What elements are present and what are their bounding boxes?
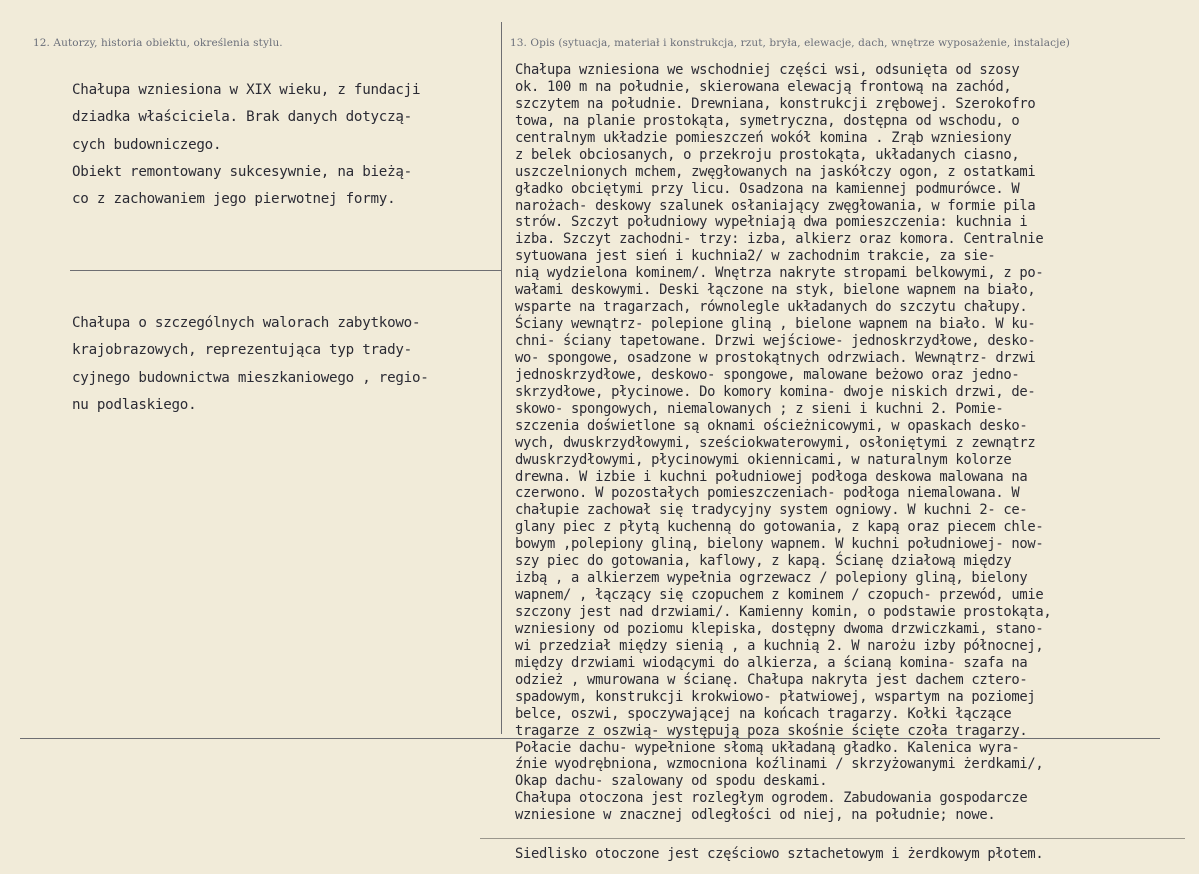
text-line: między drzwiami wiodącymi do alkierza, a ścianą komina- szafa na: [515, 654, 1028, 671]
text-line: szczytem na południe. Drewniana, konstrukcji zrębowej. Szerokofro: [515, 95, 1036, 112]
text-line: belce, oszwi, spoczywającej na końcach tragarzy. Kołki łączące: [515, 705, 1012, 722]
text-line: towa, na planie prostokąta, symetryczna, dostępna od wschodu, o: [515, 112, 1020, 129]
style-assessment-text: [72, 310, 502, 419]
text-line: izba. Szczyt zachodni- trzy: izba, alkierz oraz komora. Centralnie: [515, 231, 1044, 248]
text-line: wi przedział między sienią , a kuchnią 2. W narożu izby północnej,: [515, 637, 1044, 654]
text-line: szczenia doświetlone są oknami ościeżnicowymi, w opaskach desko-: [515, 417, 1028, 434]
text-line: dwuskrzydłowymi, płycinowymi okiennicami, w naturalnym kolorze: [515, 451, 1012, 468]
section-13-header: 13. Opis (sytuacja, materiał i konstrukcja, rzut, bryła, elewacje, dach, wnętrze wyposażenie, instalacje): [510, 37, 1070, 49]
text-line: narożach- deskowy szalunek osłaniający zwęgłowania, w formie pila: [515, 197, 1036, 214]
text-line: szczony jest nad drzwiami/. Kamienny komin, o podstawie prostokąta,: [515, 604, 1052, 620]
text-line: wych, dwuskrzydłowymi, sześciokwaterowymi, osłoniętymi z zewnątrz: [515, 434, 1036, 451]
text-line: tragarze z oszwią- występują poza skośnie ścięte czoła tragarzy.: [515, 722, 1028, 739]
text-line: Chałupa wzniesiona we wschodniej części wsi, odsunięta od szosy: [515, 62, 1020, 78]
description-text: [515, 62, 1195, 824]
text-line: Chałupa wzniesiona w XIX wieku, z fundacji: [72, 82, 421, 98]
left-section-divider: [70, 270, 502, 271]
text-line: chni- ściany tapetowane. Drzwi wejściowe- jednoskrzydłowe, desko-: [515, 333, 1036, 349]
text-line: krajobrazowych, reprezentująca typ trady-: [72, 342, 412, 359]
text-line: ok. 100 m na południe, skierowana elewacją frontową na zachód,: [515, 78, 1012, 95]
text-line: gładko obciętymi przy licu. Osadzona na kamiennej podmurówce. W: [515, 180, 1020, 197]
text-line: odzież , wmurowana w ścianę. Chałupa nakryta jest dachem cztero-: [515, 671, 1028, 688]
text-line: szy piec do gotowania, kaflowy, z kapą. Ścianę działową między: [515, 553, 1012, 570]
text-line: spadowym, konstrukcji krokwiowo- płatwiowej, wspartym na poziomej: [515, 688, 1036, 705]
text-line: Okap dachu- szalowany od spodu deskami.: [515, 773, 828, 790]
text-line: izbą , a alkierzem wypełnia ogrzewacz / polepiony gliną, bielony: [515, 570, 1028, 587]
text-line: wałami deskowymi. Deski łączone na styk, bielone wapnem na biało,: [515, 282, 1036, 299]
text-line: wzniesiony od poziomu klepiska, dostępny dwoma drzwiczkami, stano-: [515, 620, 1044, 637]
text-line: dziadka właściciela. Brak danych dotyczą-: [72, 109, 412, 126]
text-line: sytuowana jest sień i kuchnia2/ w zachodnim trakcie, za sie-: [515, 248, 996, 265]
description-footer: Siedlisko otoczone jest częściowo sztachetowym i żerdkowym płotem.: [515, 846, 1044, 862]
text-line: co z zachowaniem jego pierwotnej formy.: [72, 191, 396, 208]
text-line: czerwono. W pozostałych pomieszczeniach- podłoga niemalowana. W: [515, 485, 1020, 502]
text-line: chałupie zachował się tradycyjny system ogniowy. W kuchni 2- ce-: [515, 502, 1028, 519]
text-line: drewna. W izbie i kuchni południowej podłoga deskowa malowana na: [515, 468, 1028, 485]
section-12-header: 12. Autorzy, historia obiektu, określenia stylu.: [33, 37, 283, 49]
text-line: uszczelnionych mchem, zwęgłowanych na jaskółczy ogon, z ostatkami: [515, 163, 1036, 180]
authors-history-text: [72, 77, 502, 213]
text-line: nu podlaskiego.: [72, 396, 197, 413]
text-line: Chałupa o szczególnych walorach zabytkowo-: [72, 315, 421, 331]
text-line: skowo- spongowych, niemalowanych ; z sieni i kuchni 2. Pomie-: [515, 400, 1004, 417]
text-line: Połacie dachu- wypełnione słomą układaną gładko. Kalenica wyra-: [515, 739, 1020, 756]
text-line: cyjnego budownictwa mieszkaniowego , regio-: [72, 369, 429, 386]
text-line: centralnym układzie pomieszczeń wokół komina . Zrąb wzniesiony: [515, 129, 1012, 146]
text-line: źnie wyodrębniona, wzmocniona koźlinami / skrzyżowanymi żerdkami/,: [515, 756, 1044, 773]
text-line: nią wydzielona kominem/. Wnętrza nakryte stropami belkowymi, z po-: [515, 265, 1044, 282]
text-line: wsparte na tragarzach, równolegle układanych do szczytu chałupy.: [515, 299, 1028, 316]
text-line: skrzydłowe, płycinowe. Do komory komina- dwoje niskich drzwi, de-: [515, 383, 1036, 400]
text-line: Obiekt remontowany sukcesywnie, na bieżą-: [72, 163, 412, 180]
text-line: wapnem/ , łączący się czopuchem z kominem / czopuch- przewód, umie: [515, 587, 1044, 604]
text-line: cych budowniczego.: [72, 136, 222, 153]
text-line: glany piec z płytą kuchenną do gotowania, z kapą oraz piecem chle-: [515, 519, 1044, 536]
text-line: z belek obciosanych, o przekroju prostokąta, układanych ciasno,: [515, 146, 1020, 163]
text-line: bowym ,polepiony gliną, bielony wapnem. W kuchni południowej- now-: [515, 536, 1044, 553]
text-line: wzniesione w znacznej odległości od niej, na południe; nowe.: [515, 807, 996, 824]
footer-rule: [480, 838, 1185, 839]
text-line: strów. Szczyt południowy wypełniają dwa pomieszczenia: kuchnia i: [515, 214, 1028, 231]
text-line: Ściany wewnątrz- polepione gliną , bielone wapnem na biało. W ku-: [515, 316, 1036, 333]
text-line: jednoskrzydłowe, deskowo- spongowe, malowane beżowo oraz jedno-: [515, 366, 1020, 383]
text-line: wo- spongowe, osadzone w prostokątnych odrzwiach. Wewnątrz- drzwi: [515, 349, 1036, 366]
text-line: Chałupa otoczona jest rozległym ogrodem. Zabudowania gospodarcze: [515, 790, 1028, 807]
